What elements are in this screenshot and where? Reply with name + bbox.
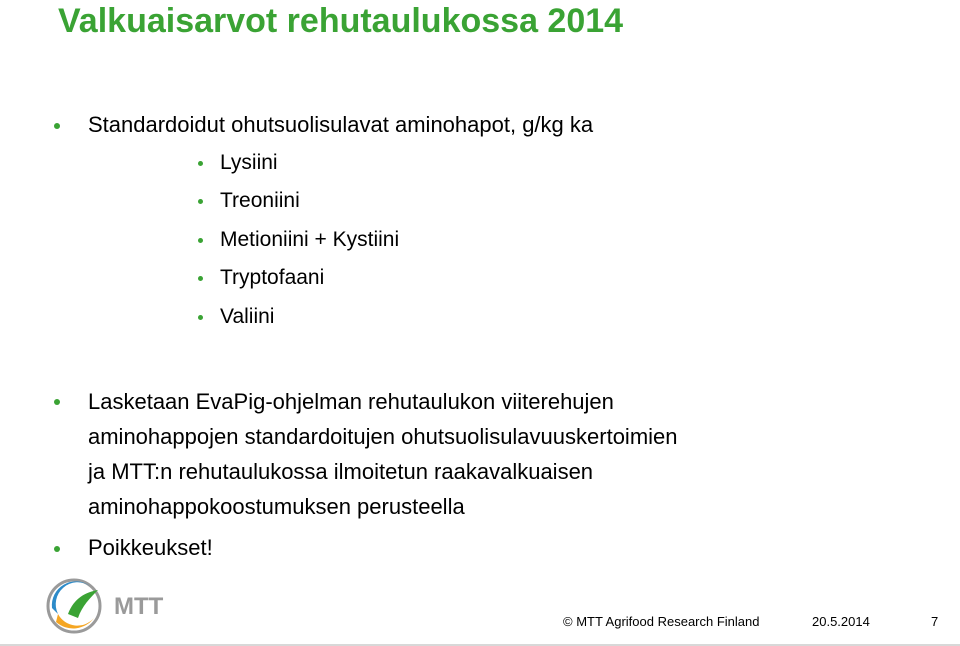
footer-date: 20.5.2014 xyxy=(812,614,870,629)
bullet-dot-icon xyxy=(198,199,203,204)
bullet-calculation-line: aminohappokoostumuksen perusteella xyxy=(88,494,465,519)
bullet-dot-icon xyxy=(198,161,203,166)
bullet-dot-icon xyxy=(198,315,203,320)
bullet-dot-icon xyxy=(54,546,60,552)
bullet-exceptions-text: Poikkeukset! xyxy=(88,535,213,560)
slide-title: Valkuaisarvot rehutaulukossa 2014 xyxy=(58,2,624,40)
mtt-logo-text: MTT xyxy=(114,593,164,620)
bullet-calculation-line: ja MTT:n rehutaulukossa ilmoitetun raakavalkuaisen xyxy=(88,459,594,484)
sub-bullet-text: Treoniini xyxy=(220,189,300,212)
footer-copyright: © MTT Agrifood Research Finland xyxy=(563,614,760,629)
bullet-calculation-line: Lasketaan EvaPig-ohjelman rehutaulukon viiterehujen xyxy=(88,389,614,414)
bullet-intro-text: Standardoidut ohutsuolisulavat aminohapot, g/kg ka xyxy=(88,112,594,137)
bullet-exceptions xyxy=(88,533,213,563)
bullet-dot-icon xyxy=(54,399,60,405)
sub-bullet-lysine xyxy=(220,148,278,178)
bullet-dot-icon xyxy=(198,276,203,281)
bullet-dot-icon xyxy=(198,238,203,243)
sub-bullet-valine xyxy=(220,302,274,332)
bullet-calculation-line: aminohappojen standardoitujen ohutsuolisulavuuskertoimien xyxy=(88,424,678,449)
footer-page-number: 7 xyxy=(931,614,939,629)
sub-bullet-text: Lysiini xyxy=(220,151,278,174)
sub-bullet-methionine-cystine xyxy=(220,225,399,255)
sub-bullet-text: Tryptofaani xyxy=(220,266,325,289)
mtt-logo xyxy=(44,574,194,636)
sub-bullet-text: Metioniini + Kystiini xyxy=(220,228,400,251)
bullet-dot-icon xyxy=(54,123,60,129)
bullet-calculation xyxy=(88,384,948,524)
mtt-logo-mark-icon xyxy=(48,580,100,632)
bullet-intro xyxy=(88,110,593,140)
sub-bullet-text: Valiini xyxy=(220,305,275,328)
sub-bullet-threonine xyxy=(220,186,300,216)
sub-bullet-tryptophan xyxy=(220,263,324,293)
